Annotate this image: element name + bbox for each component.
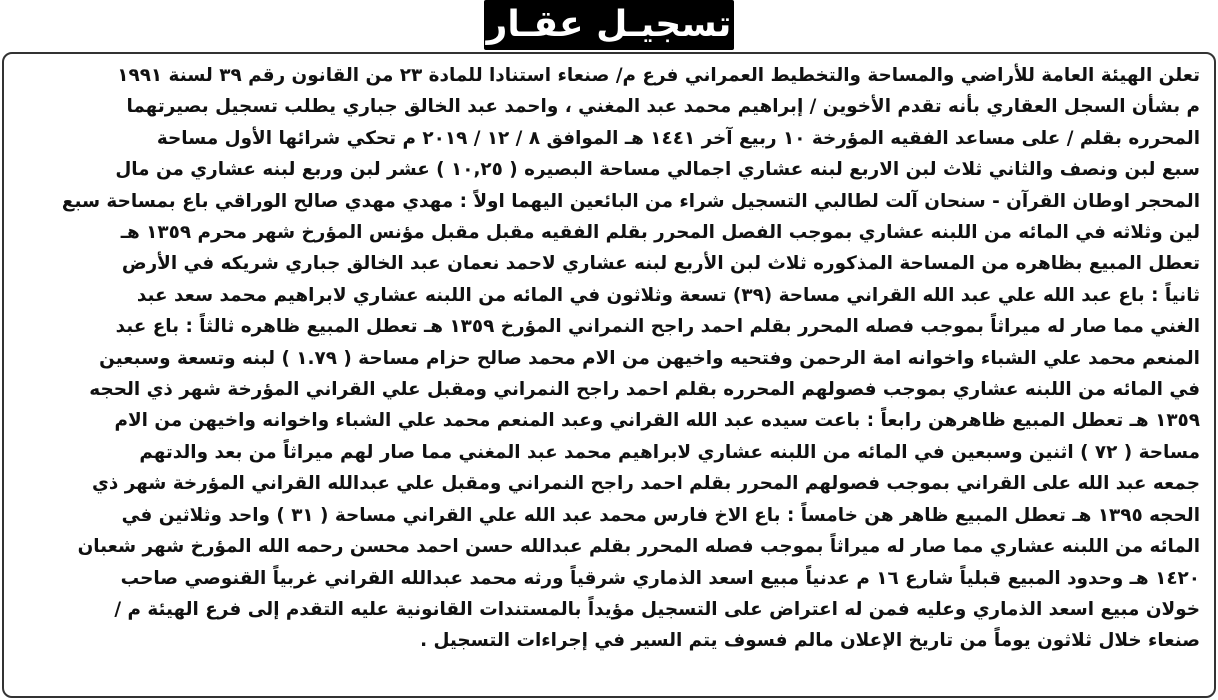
- body-line: ١٤٢٠ هـ وحدود المبيع قبلياً شارع ١٦ م عدنياً مبيع اسعد الذماري شرقياً ورثه محمد عبدالله القراني غربياً القنوصي صاحب: [120, 567, 1200, 589]
- body-line: المائه من اللبنه عشاري مما صار له ميراثاً بموجب فصله المحرر بقلم عبدالله حسن احمد محسن رحمه الله المؤرخ شهر شعبان: [77, 536, 1200, 558]
- body-line: في المائه من اللبنه عشاري بموجب فصولهم المحرره بقلم احمد راجح النمراني ومقبل علي القراني المؤرخة شهر ذي الحجه: [89, 379, 1200, 401]
- body-line: الحجه ١٣٩٥ هـ تعطل المبيع ظاهر هن خامساً : باع الاخ فارس محمد عبد الله علي القراني مساحة ( ٣١ ) واحد وثلاثين في: [121, 504, 1200, 526]
- body-line: المنعم محمد علي الشباء واخوانه امة الرحمن وفتحيه واخيهن من الام محمد صالح حزام مساحة ( ١.٧٩ ) لبنه وتسعة وسبعين: [99, 347, 1200, 369]
- body-line: جمعه عبد الله على القراني بموجب فصولهم المحرر بقلم احمد راجح النمراني ومقبل علي عبدالله القراني المؤرخة شهر ذي: [92, 473, 1200, 495]
- body-line: ثانياً : باع عبد الله علي عبد الله القراني مساحة (٣٩) تسعة وثلاثون في المائه من اللبنه عشاري لابراهيم محمد سعد عبد: [136, 284, 1200, 306]
- notice-header: [0, 0, 1218, 50]
- body-line: سبع لبن ونصف والثاني ثلاث لبن الاربع لبنه عشاري اجمالي مساحة البصيره ( ١٠,٢٥ ) عشر لبن وربع لبنه عشاري من مال: [115, 159, 1200, 181]
- body-line: المحجر اوطان القرآن - سنحان آلت لطالبي التسجيل شراء من البائعين اليهما اولاً : مهدي مهدي صالح الوراقي باع بمساحة سبع: [61, 190, 1200, 212]
- body-line: الغني مما صار له ميراثاً بموجب فصله المحرر بقلم احمد راجح النمراني المؤرخ ١٣٥٩ هـ تعطل المبيع ظاهره ثالثاً : باع عبد: [115, 316, 1200, 338]
- body-line: المحرره بقلم / على مساعد الفقيه المؤرخة ١٠ ربيع آخر ١٤٤١ هـ الموافق ٨ / ١٢ / ٢٠١٩ م تحكي شرائها الأول مساحة: [156, 127, 1200, 149]
- body-line: لين وثلاثه في المائه من اللبنه عشاري بموجب الفصل المحرر بقلم الفقيه مقبل مقبل مؤنس المؤرخ شهر محرم ١٣٥٩ هـ: [120, 222, 1200, 244]
- body-line: صنعاء خلال ثلاثون يوماً من تاريخ الإعلان مالم فسوف يتم السير في إجراءات التسجيل .: [420, 630, 1200, 652]
- body-line: م بشأن السجل العقاري بأنه تقدم الأخوين / إبراهيم محمد عبد المغني ، واحمد عبد الخالق جباري يطلب تسجيل بصيرتهما: [126, 96, 1200, 118]
- body-line: خولان مبيع اسعد الذماري وعليه فمن له اعتراض على التسجيل مؤيداً بالمستندات القانونية عليه التقدم إلى فرع الهيئة م /: [114, 598, 1200, 620]
- notice-body: [20, 60, 1200, 657]
- body-line: ١٣٥٩ هـ تعطل المبيع ظاهرهن رابعاً : باعت سيده عبد الله القراني وعبد المنعم محمد علي الشباء واخوانه واخيهن من الام: [114, 410, 1200, 432]
- body-line: مساحة ( ٧٢ ) اثنين وسبعين في المائه من اللبنه عشاري لابراهيم محمد عبد المغني مما صار لهم ميراثاً من بعد والدتهم: [139, 441, 1200, 463]
- body-line: تعلن الهيئة العامة للأراضي والمساحة والتخطيط العمراني فرع م/ صنعاء استنادا للمادة ٢٣ من القانون رقم ٣٩ لسنة ١٩٩١: [117, 65, 1200, 86]
- title-banner: [484, 0, 734, 50]
- body-line: تعطل المبيع بظاهره من المساحة المذكوره ثلاث لبن الأربع لبنه عشاري لاحمد نعمان عبد الخالق جباري شريكه في الأرض: [121, 253, 1200, 275]
- notice-title: تسجيـل عقـار: [486, 4, 732, 45]
